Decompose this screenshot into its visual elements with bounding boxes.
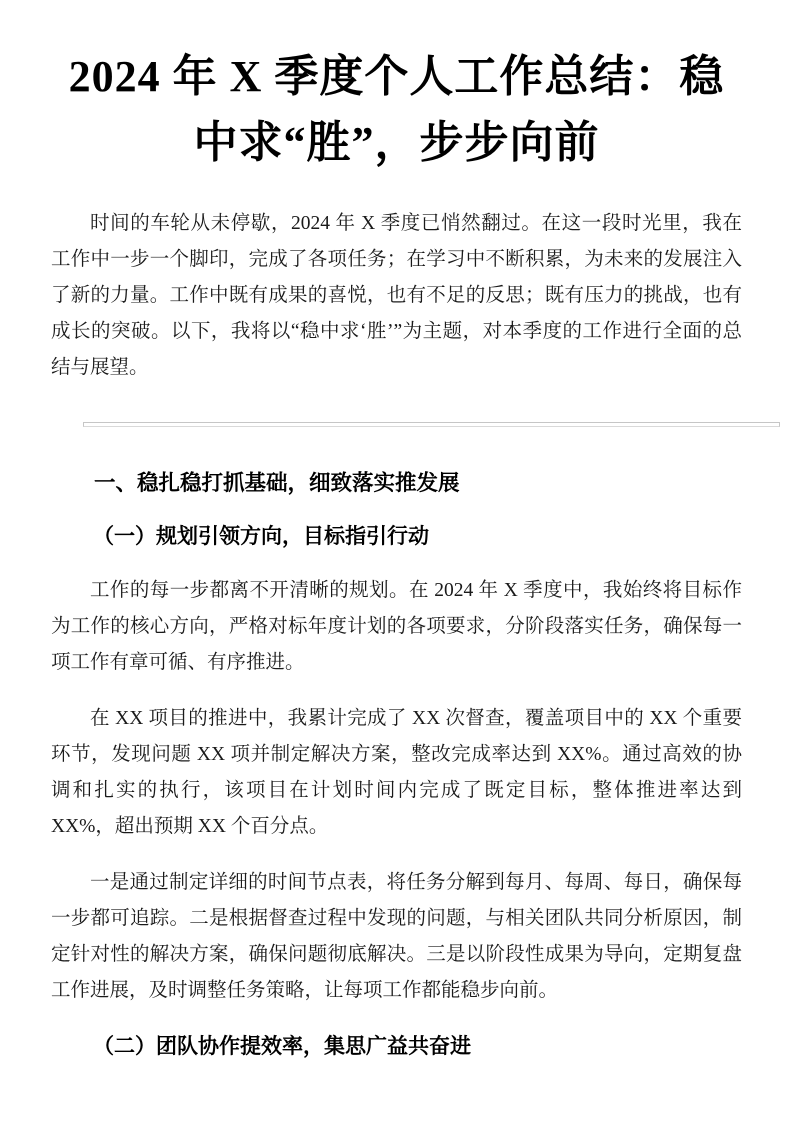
subsection-1-1-paragraph-3: 一是通过制定详细的时间节点表，将任务分解到每月、每周、每日，确保每一步都可追踪。二是根据督查过程中发现的问题，与相关团队共同分析原因，制定针对性的解决方案，确保问题彻底解决。三是以阶段性成果为导向，定期复盘工作进展，及时调整任务策略，让每项工作都能稳步向前。 [51, 872, 742, 1001]
intro-paragraph: 时间的车轮从未停歇，2024 年 X 季度已悄然翻过。在这一段时光里，我在工作中一步一个脚印，完成了各项任务；在学习中不断积累，为未来的发展注入了新的力量。工作中既有成果的喜悦，也有不足的反思；既有压力的挑战，也有成长的突破。以下，我将以“稳中求‘胜’”为主题，对本季度的工作进行全面的总结与展望。 [51, 213, 742, 378]
document-title: 2024 年 X 季度个人工作总结：稳中求“胜”，步步向前 [68, 52, 725, 167]
subsection-1-1-heading: （一）规划引领方向，目标指引行动 [93, 525, 429, 548]
subsection-1-2-heading: （二）团队协作提效率，集思广益共奋进 [93, 1035, 471, 1058]
subsection-1-1-paragraph-2: 在 XX 项目的推进中，我累计完成了 XX 次督查，覆盖项目中的 XX 个重要环节，发现问题 XX 项并制定解决方案，整改完成率达到 XX%。通过高效的协调和扎实的执行，该项目在计划时间内完成了既定目标，整体推进率达到 XX%，超出预期 XX 个百分点。 [51, 708, 742, 837]
horizontal-divider [83, 422, 780, 427]
subsection-1-1-paragraph-1: 工作的每一步都离不开清晰的规划。在 2024 年 X 季度中，我始终将目标作为工作的核心方向，严格对标年度计划的各项要求，分阶段落实任务，确保每一项工作有章可循、有序推进。 [51, 580, 742, 673]
section-1-heading: 一、稳扎稳打抓基础，细致落实推发展 [94, 471, 460, 495]
